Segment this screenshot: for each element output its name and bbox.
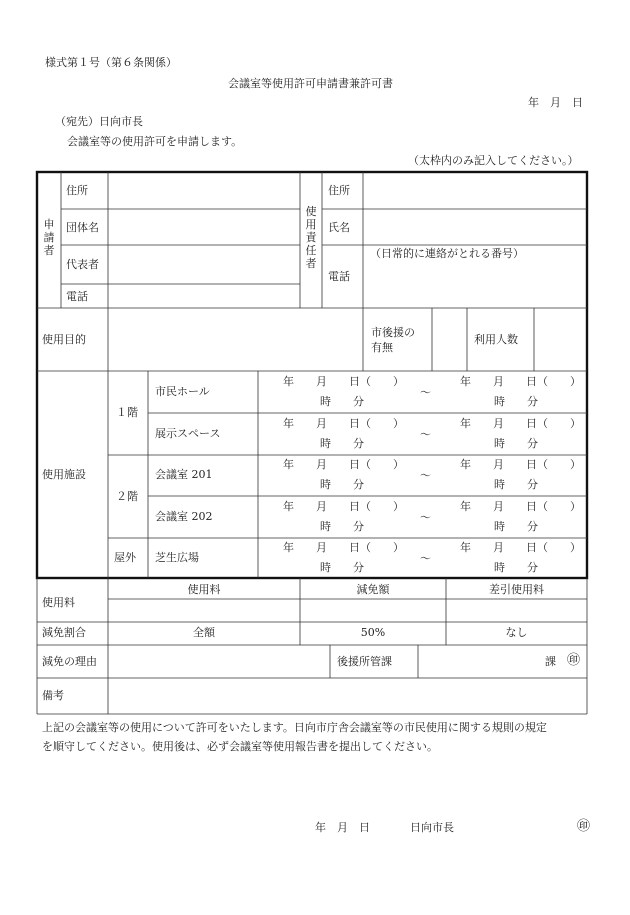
room201-wave: ～ [420,469,431,482]
hall-to-date[interactable]: 年 月 日（ ） [460,375,581,388]
applicant-org-label: 団体名 [66,221,99,234]
purpose-label: 使用目的 [42,333,86,346]
reduction-none[interactable]: なし [505,626,528,639]
reduction-reason-label: 減免の理由 [42,655,97,668]
responsible-phone-field[interactable] [367,264,583,304]
attendees-field[interactable] [538,312,583,367]
floor2-label: ２階 [116,490,138,503]
outdoor-label: 屋外 [114,551,136,564]
request-text: 会議室等の使用許可を申請します。 [67,135,243,148]
room-lawn-plaza[interactable]: 芝生広場 [155,551,199,564]
city-support-field[interactable] [436,312,464,367]
room201-from-time[interactable]: 時 分 [320,478,364,491]
fee-amount-field[interactable] [112,601,296,619]
room202-to-date[interactable]: 年 月 日（ ） [460,500,581,513]
fill-note: （太枠内のみ記入してください。） [408,154,579,167]
remarks-field[interactable] [112,681,583,711]
fee-net-field[interactable] [450,601,583,619]
reduction-rate-label: 減免割合 [42,626,86,639]
addressee: （宛先）日向市長 [55,115,143,128]
exhibit-to-date[interactable]: 年 月 日（ ） [460,417,581,430]
permit-date: 年 月 日 [315,821,370,834]
applicant-address-label: 住所 [66,184,88,197]
lawn-to-time[interactable]: 時 分 [494,561,538,574]
support-dept-field[interactable] [422,648,512,675]
applicant-phone-field[interactable] [112,287,296,305]
exhibit-wave: ～ [420,428,431,441]
responsible-address-label: 住所 [328,184,350,197]
lawn-from-time[interactable]: 時 分 [320,561,364,574]
support-dept-label: 後援所管課 [337,655,392,668]
fee-col-fee: 使用料 [187,583,221,596]
fee-reduction-field[interactable] [304,601,442,619]
floor1-label: １階 [116,406,138,419]
responsible-phone-label: 電話 [328,270,350,283]
room-exhibition-space[interactable]: 展示スペース [155,427,221,440]
exhibit-from-time[interactable]: 時 分 [320,437,364,450]
responsible-group-label: 使 用 責 任 者 [305,205,317,270]
section-seal-icon: ㊞ [567,653,581,668]
room-meeting-202[interactable]: 会議室 202 [155,510,213,523]
lawn-from-date[interactable]: 年 月 日（ ） [283,541,404,554]
reduction-half[interactable]: 50% [360,626,386,639]
exhibit-to-time[interactable]: 時 分 [494,437,538,450]
applicant-phone-label: 電話 [66,290,88,303]
purpose-field[interactable] [112,312,359,367]
remarks-label: 備考 [42,689,64,702]
applicant-org-field[interactable] [112,212,296,242]
room201-to-date[interactable]: 年 月 日（ ） [460,458,581,471]
applicant-group-label: 申 請 者 [43,218,55,257]
responsible-address-field[interactable] [367,176,583,206]
room201-from-date[interactable]: 年 月 日（ ） [283,458,404,471]
applicant-address-field[interactable] [112,176,296,206]
applicant-representative-label: 代表者 [66,258,99,271]
form-title: 会議室等使用許可申請書兼許可書 [228,77,393,90]
room202-from-date[interactable]: 年 月 日（ ） [283,500,404,513]
section-label: 課 [545,655,556,668]
permit-text-line2: を順守してください。使用後は、必ず会議室等使用報告書を提出してください。 [42,740,438,753]
lawn-to-date[interactable]: 年 月 日（ ） [460,541,581,554]
form-number: 様式第１号（第６条関係） [45,56,177,69]
hall-wave: ～ [420,386,431,399]
room202-wave: ～ [420,511,431,524]
hall-from-time[interactable]: 時 分 [320,395,364,408]
room-citizen-hall[interactable]: 市民ホール [155,385,210,398]
room202-to-time[interactable]: 時 分 [494,520,538,533]
fee-col-reduction: 減免額 [356,583,390,596]
room201-to-time[interactable]: 時 分 [494,478,538,491]
fee-label: 使用料 [42,596,75,609]
applicant-representative-field[interactable] [112,249,296,281]
permit-text-line1: 上記の会議室等の使用について許可をいたします。日向市庁舎会議室等の市民使用に関する規則の規定 [42,721,547,734]
exhibit-from-date[interactable]: 年 月 日（ ） [283,417,404,430]
city-support-label-1: 市後援の [371,326,415,339]
hall-from-date[interactable]: 年 月 日（ ） [283,375,404,388]
hall-to-time[interactable]: 時 分 [494,395,538,408]
responsible-phone-note: （日常的に連絡がとれる番号） [370,247,524,260]
room202-from-time[interactable]: 時 分 [320,520,364,533]
responsible-name-field[interactable] [367,212,583,242]
fee-col-net: 差引使用料 [489,583,544,596]
mayor-seal-icon: ㊞ [577,819,591,834]
city-support-label-2: 有無 [371,341,393,354]
mayor-signature-label: 日向市長 [410,821,454,834]
room-meeting-201[interactable]: 会議室 201 [155,468,213,481]
reduction-full[interactable]: 全額 [193,626,215,639]
application-date[interactable]: 年 月 日 [528,96,583,109]
responsible-name-label: 氏名 [328,221,350,234]
attendees-label: 利用人数 [474,333,518,346]
reduction-reason-field[interactable] [112,648,326,675]
lawn-wave: ～ [420,552,431,565]
facility-label: 使用施設 [42,468,86,481]
